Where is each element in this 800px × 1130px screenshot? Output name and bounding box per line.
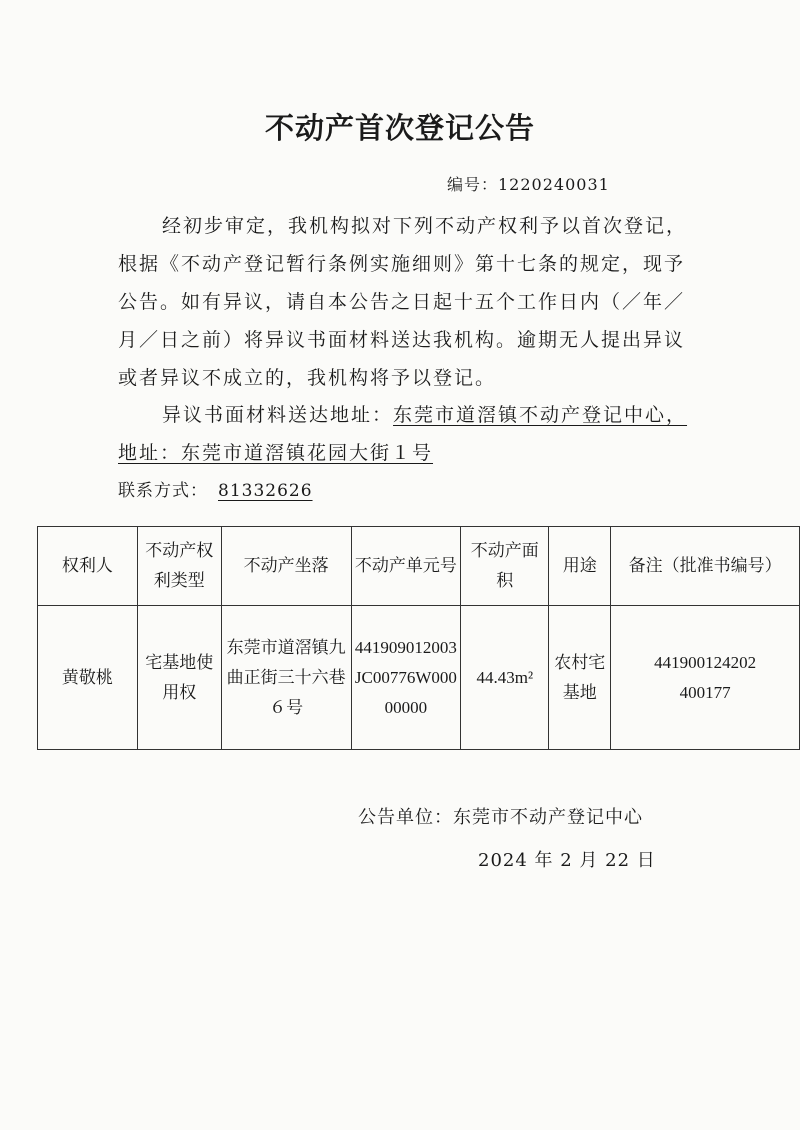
header-remarks: 备注（批准书编号） — [611, 527, 800, 606]
contact-value: 81332626 — [218, 481, 313, 501]
notice-number: 编号：1220240031 — [447, 175, 610, 194]
body-paragraph-1-text: 经初步审定，我机构拟对下列不动产权利予以首次登记，根据《不动产登记暂行条例实施细则》第十七条的规定，现予公告。如有异议，请自本公告之日起十五个工作日内（／年／月／日之前）将异议书面材料送达我机构。逾期无人提出异议或者异议不成立的，我机构将予以登记。 — [118, 215, 688, 389]
property-table — [37, 526, 800, 750]
cell-right-type: 宅基地使用权 — [137, 606, 221, 750]
cell-location: 东莞市道滘镇九曲正街三十六巷６号 — [221, 606, 351, 750]
header-right-type: 不动产权利类型 — [137, 527, 221, 606]
cell-owner: 黄敬桃 — [38, 606, 138, 750]
header-owner: 权利人 — [38, 527, 138, 606]
page-title: 不动产首次登记公告 — [264, 111, 535, 145]
cell-remarks: 441900124202400177 — [611, 606, 800, 750]
table-header-row — [38, 527, 800, 606]
body-paragraph-2 — [118, 396, 688, 472]
header-unit-number: 不动产单元号 — [351, 527, 461, 606]
header-location: 不动产坐落 — [221, 527, 351, 606]
table-row — [38, 606, 800, 750]
contact-line — [118, 476, 313, 501]
objection-address: 东莞市道滘镇不动产登记中心，地址：东莞市道滘镇花园大街１号 — [118, 404, 688, 464]
header-area: 不动产面积 — [461, 527, 549, 606]
issuing-unit: 公告单位：东莞市不动产登记中心 — [358, 807, 643, 828]
cell-area: 44.43m² — [461, 606, 549, 750]
cell-usage: 农村宅基地 — [549, 606, 611, 750]
objection-address-label: 异议书面材料送达地址： — [162, 404, 394, 426]
cell-unit-number: 441909012003JC00776W00000000 — [351, 606, 461, 750]
header-usage: 用途 — [549, 527, 611, 606]
issue-date: 2024 年 2 月 22 日 — [478, 850, 656, 871]
contact-label: 联系方式： — [118, 481, 208, 501]
body-paragraph-1 — [118, 207, 688, 397]
